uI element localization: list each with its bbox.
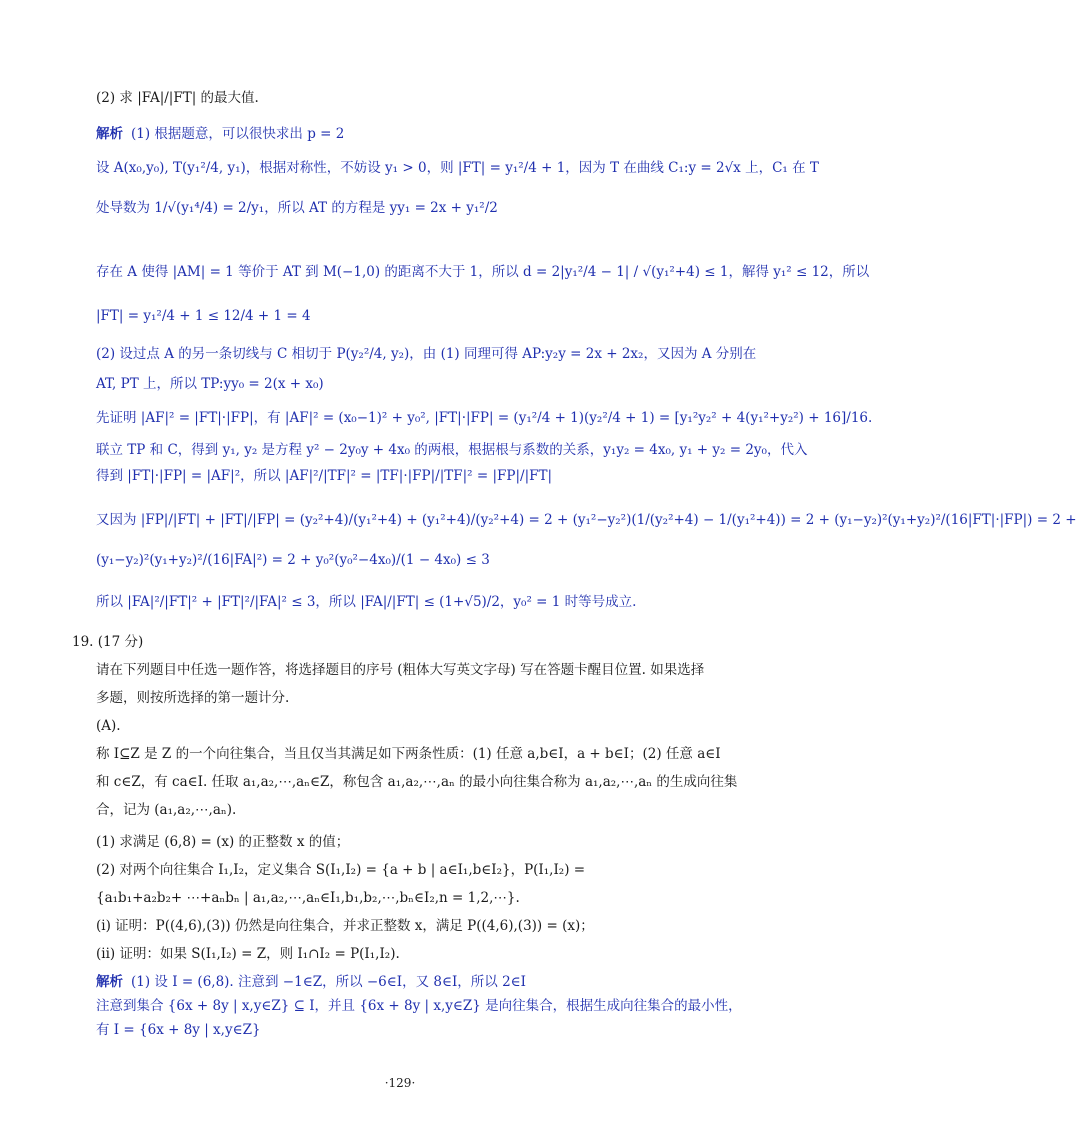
solution-line: 先证明 |AF|² = |FT|·|FP|，有 |AF|² = (x₀−1)² + y₀², |FT|·|FP| = (y₁²/4 + 1)(y₂²/4 + 1) = [y₁²y₂² + 4(y₁²+y₂²) + 16]/16.	[96, 410, 873, 426]
solution-line: 所以 |FA|²/|FT|² + |FT|²/|FA|² ≤ 3，所以 |FA|/|FT| ≤ (1+√5)/2，y₀² = 1 时等号成立.	[96, 594, 637, 610]
analysis-text: (1) 根据题意，可以很快求出 p = 2	[131, 126, 345, 142]
solution-line: AT, PT 上，所以 TP:yy₀ = 2(x + x₀)	[96, 376, 324, 392]
solution-line: (y₁−y₂)²(y₁+y₂)²/(16|FA|²) = 2 + y₀²(y₀²−4x₀)/(1 − 4x₀) ≤ 3	[96, 552, 490, 568]
analysis-label: 解析	[96, 974, 123, 990]
solution-line: 又因为 |FP|/|FT| + |FT|/|FP| = (y₂²+4)/(y₁²+4) + (y₁²+4)/(y₂²+4) = 2 + (y₁²−y₂²)(1/(y₂²+4) − 1/(y₁²+4)) = 2 + (y₁−y₂)²(y₁+y₂)²/(16|FT|·|FP|) = 2 +	[96, 512, 1077, 528]
solution-line: 存在 A 使得 |AM| = 1 等价于 AT 到 M(−1,0) 的距离不大于 1，所以 d = 2|y₁²/4 − 1| / √(y₁²+4) ≤ 1，解得 y₁² ≤ 12，所以	[96, 264, 870, 280]
problem-line: (ii) 证明：如果 S(I₁,I₂) = Z，则 I₁∩I₂ = P(I₁,I₂).	[96, 946, 400, 962]
question-number: 19. (17 分)	[72, 634, 144, 650]
solution-line: 处导数为 1/√(y₁⁴/4) = 2/y₁，所以 AT 的方程是 yy₁ = 2x + y₁²/2	[96, 200, 498, 216]
analysis-line	[96, 972, 736, 992]
solution-line: |FT| = y₁²/4 + 1 ≤ 12/4 + 1 = 4	[96, 308, 311, 324]
instruction-line: 请在下列题目中任选一题作答，将选择题目的序号 (粗体大写英文字母) 写在答题卡醒目位置. 如果选择	[96, 662, 705, 678]
problem-line: (2) 对两个向往集合 I₁,I₂，定义集合 S(I₁,I₂) = {a + b | a∈I₁,b∈I₂}，P(I₁,I₂) =	[96, 862, 586, 878]
solution-line: (2) 设过点 A 的另一条切线与 C 相切于 P(y₂²/4, y₂)，由 (1) 同理可得 AP:y₂y = 2x + 2x₂，又因为 A 分别在	[96, 346, 757, 362]
problem-line: (i) 证明：P((4,6),(3)) 仍然是向往集合，并求正整数 x，满足 P((4,6),(3)) = (x)；	[96, 918, 594, 934]
solution-line: 设 A(x₀,y₀), T(y₁²/4, y₁)，根据对称性，不妨设 y₁ > 0，则 |FT| = y₁²/4 + 1，因为 T 在曲线 C₁:y = 2√x 上，C₁ 在 T	[96, 160, 819, 176]
question-part-2: (2) 求 |FA|/|FT| 的最大值.	[96, 90, 259, 106]
analysis-text: (1) 设 I = (6,8). 注意到 −1∈Z，所以 −6∈I，又 8∈I，所以 2∈I	[131, 974, 527, 990]
problem-line: 合，记为 (a₁,a₂,⋯,aₙ).	[96, 802, 237, 818]
page-number: ·129·	[384, 1076, 416, 1090]
problem-line: {a₁b₁+a₂b₂+ ⋯+aₙbₙ | a₁,a₂,⋯,aₙ∈I₁,b₁,b₂,⋯,bₙ∈I₂,n = 1,2,⋯}.	[96, 890, 520, 906]
analysis-label: 解析	[96, 126, 123, 142]
solution-line: 有 I = {6x + 8y | x,y∈Z}	[96, 1022, 261, 1038]
solution-line: 联立 TP 和 C，得到 y₁, y₂ 是方程 y² − 2y₀y + 4x₀ 的两根，根据根与系数的关系，y₁y₂ = 4x₀, y₁ + y₂ = 2y₀，代入	[96, 442, 808, 458]
solution-line: 得到 |FT|·|FP| = |AF|²，所以 |AF|²/|TF|² = |TF|·|FP|/|TF|² = |FP|/|FT|	[96, 468, 553, 484]
problem-line: (1) 求满足 (6,8) = (x) 的正整数 x 的值；	[96, 834, 350, 850]
problem-line: 和 c∈Z，有 ca∈I. 任取 a₁,a₂,⋯,aₙ∈Z，称包含 a₁,a₂,⋯,aₙ 的最小向往集合称为 a₁,a₂,⋯,aₙ 的生成向往集	[96, 774, 738, 790]
problem-line: 称 I⊆Z 是 Z 的一个向往集合，当且仅当其满足如下两条性质：(1) 任意 a,b∈I，a + b∈I；(2) 任意 a∈I	[96, 746, 721, 762]
analysis-line	[96, 124, 736, 144]
option-a-label: (A).	[96, 718, 121, 734]
solution-line: 注意到集合 {6x + 8y | x,y∈Z} ⊆ I，并且 {6x + 8y | x,y∈Z} 是向往集合，根据生成向往集合的最小性，	[96, 998, 742, 1014]
instruction-line: 多题，则按所选择的第一题计分.	[96, 690, 290, 706]
